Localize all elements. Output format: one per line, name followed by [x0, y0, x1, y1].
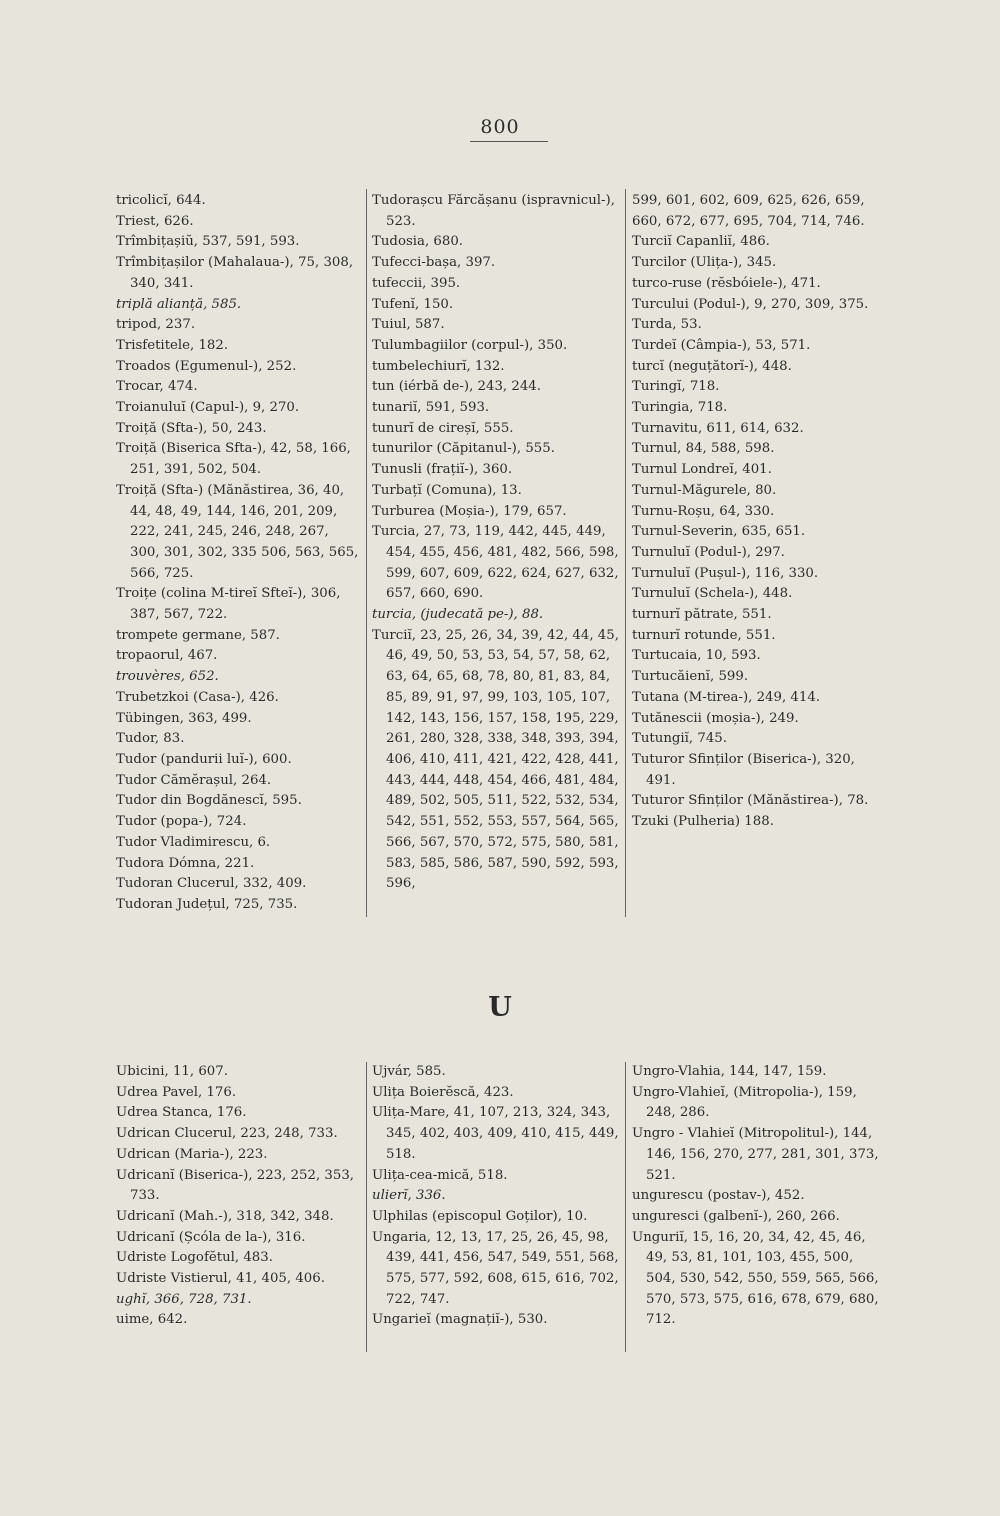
- index-entry: Tübingen, 363, 499.: [116, 710, 252, 726]
- index-entry: tunurilor (Căpitanul-), 555.: [372, 441, 555, 457]
- index-entry: Tudor (popa-), 724.: [116, 814, 247, 830]
- index-entry: trouvères, 652.: [116, 669, 219, 685]
- index-entry: Tudorașcu Fărcășanu (ispravnicul-), 523.: [372, 193, 615, 229]
- index-entry: Troițe (colina M-tireĭ Sfteĭ-), 306, 387, 567, 722.: [116, 586, 341, 623]
- index-entry: tricolicĭ, 644.: [116, 193, 206, 208]
- index-entry: Tudor Vladimirescu, 6.: [116, 834, 271, 850]
- index-entry: Ungarieĭ (magnațiĭ-), 530.: [372, 1312, 548, 1328]
- section-letter: U: [488, 992, 512, 1023]
- index-entry: Turtucăienĭ, 599.: [632, 669, 749, 685]
- index-entry: Turnuluĭ (Podul-), 297.: [632, 544, 785, 560]
- u-column-1: [116, 1062, 362, 1331]
- index-entry: ungurescu (postav-), 452.: [632, 1188, 805, 1204]
- index-entry: Tutungiĭ, 745.: [632, 731, 727, 747]
- column-divider: [625, 1062, 626, 1352]
- index-entry: turco-ruse (rĕsbóiele-), 471.: [632, 275, 821, 291]
- index-entry: Turnuluĭ (Pușul-), 116, 330.: [632, 565, 819, 581]
- index-entry: Trîmbițașilor (Mahalaua-), 75, 308, 340, 341.: [116, 255, 354, 291]
- column-divider: [625, 189, 626, 917]
- index-entry: Tudoran Județul, 725, 735.: [116, 896, 298, 912]
- index-entry: tunariĭ, 591, 593.: [372, 400, 490, 416]
- index-entry: 599, 601, 602, 609, 625, 626, 659, 660, 672, 677, 695, 704, 714, 746.: [632, 193, 865, 229]
- index-entry: Turnavitu, 611, 614, 632.: [632, 420, 804, 436]
- index-entry: Ulița Boierĕscă, 423.: [372, 1084, 514, 1100]
- index-entry: tunurĭ de cireșĭ, 555.: [372, 420, 514, 436]
- index-entry: Turnuluĭ (Schela-), 448.: [632, 586, 793, 602]
- index-entry: Udrea Pavel, 176.: [116, 1084, 237, 1100]
- index-entry: Turburea (Moșia-), 179, 657.: [372, 503, 567, 519]
- index-entry: Turingĭ, 718.: [632, 379, 720, 395]
- index-entry: Tutana (M-tirea-), 249, 414.: [632, 689, 821, 705]
- index-entry: Triest, 626.: [116, 213, 194, 229]
- index-entry: Ungaria, 12, 13, 17, 25, 26, 45, 98, 439, 441, 456, 547, 549, 551, 568, 575, 577, 592, 608, 615, 616, 702, 722, 747.: [372, 1229, 619, 1307]
- column-divider: [366, 189, 367, 917]
- index-entry: turnurĭ pătrate, 551.: [632, 607, 772, 623]
- index-entry: turcĭ (neguțătorĭ-), 448.: [632, 358, 792, 374]
- t-column-1: [116, 191, 362, 916]
- index-entry: Tulumbagiilor (corpul-), 350.: [372, 337, 568, 353]
- index-entry: Turnu-Roșu, 64, 330.: [632, 503, 775, 519]
- index-entry: Trîmbițașiŭ, 537, 591, 593.: [116, 234, 300, 250]
- index-entry: Tunusli (frațiĭ-), 360.: [372, 462, 513, 478]
- index-entry: Trisfetitele, 182.: [116, 337, 229, 353]
- index-entry: Tudoran Clucerul, 332, 409.: [116, 876, 307, 892]
- index-entry: Ulița-cea-mică, 518.: [372, 1167, 508, 1183]
- index-entry: Tudora Dómna, 221.: [116, 855, 255, 871]
- index-entry: Tufecci-bașa, 397.: [372, 255, 496, 271]
- index-entry: Turtucaia, 10, 593.: [632, 648, 761, 664]
- index-entry: ulierĭ, 336.: [372, 1188, 446, 1204]
- index-entry: Turcilor (Ulița-), 345.: [632, 255, 777, 271]
- u-column-2: [372, 1062, 622, 1331]
- index-entry: trompete germane, 587.: [116, 627, 280, 643]
- index-entry: Turda, 53.: [632, 317, 702, 333]
- index-entry: Ubicini, 11, 607.: [116, 1064, 228, 1079]
- index-entry: Troiță (Sfta-), 50, 243.: [116, 420, 267, 436]
- index-entry: Turbațĭ (Comuna), 13.: [372, 482, 522, 498]
- index-entry: tun (iérbă de-), 243, 244.: [372, 379, 541, 395]
- column-divider: [366, 1062, 367, 1352]
- index-entry: Turciĭ, 23, 25, 26, 34, 39, 42, 44, 45, 46, 49, 50, 53, 53, 54, 57, 58, 62, 63, 64, 65, 68, 78, 80, 81, 83, 84, 85, 89, 91, 97, 99, 103, 105, 107, 142, 143, 156, 157, 158, 195, 229, 261, 280, 328, 338, 348, 393, 394, 406, 410, 411, 421, 422, 428, 441, 443, 444, 448, 454, 466, 481, 484, 489, 502, 505, 511, 522, 532, 534, 542, 551, 552, 553, 557, 564, 565, 566, 567, 570, 572, 575, 580, 581, 583, 585, 586, 587, 590, 592, 593, 596,: [372, 627, 619, 892]
- u-column-3: [632, 1062, 882, 1331]
- index-entry: Turnul, 84, 588, 598.: [632, 441, 775, 457]
- index-entry: ughĭ, 366, 728, 731.: [116, 1291, 252, 1307]
- index-entry: Turingia, 718.: [632, 400, 728, 416]
- index-entry: Turcului (Podul-), 9, 270, 309, 375.: [632, 296, 869, 312]
- index-entry: Tudor din Bogdănescĭ, 595.: [116, 793, 302, 809]
- page-number: 800: [480, 116, 520, 138]
- index-entry: Ulphilas (episcopul Goților), 10.: [372, 1208, 588, 1224]
- index-entry: Tudor Cămĕrașul, 264.: [116, 772, 272, 788]
- index-entry: Troianuluĭ (Capul-), 9, 270.: [116, 400, 300, 416]
- index-entry: Udricanĭ (Biserica-), 223, 252, 353, 733.: [116, 1167, 355, 1204]
- index-entry: Udrea Stanca, 176.: [116, 1105, 247, 1121]
- index-entry: tufeccii, 395.: [372, 275, 461, 291]
- index-entry: Troados (Egumenul-), 252.: [116, 358, 297, 374]
- index-entry: Troiță (Biserica Sfta-), 42, 58, 166, 251, 391, 502, 504.: [116, 441, 351, 478]
- index-entry: Tutănescii (moșia-), 249.: [632, 710, 799, 726]
- index-entry: Ujvár, 585.: [372, 1064, 446, 1079]
- index-entry: tropaorul, 467.: [116, 648, 218, 664]
- index-entry: Ungro-Vlahieĭ, (Mitropolia-), 159, 248, 286.: [632, 1084, 857, 1121]
- index-entry: Tuiul, 587.: [372, 317, 445, 333]
- index-entry: Tudosia, 680.: [372, 234, 464, 250]
- index-entry: Unguriĭ, 15, 16, 20, 34, 42, 45, 46, 49, 53, 81, 101, 103, 455, 500, 504, 530, 542, 550, 559, 565, 566, 570, 573, 575, 616, 678, 679, 680, 712.: [632, 1229, 879, 1328]
- index-entry: Turnul-Severin, 635, 651.: [632, 524, 806, 540]
- index-entry: Udrican (Maria-), 223.: [116, 1146, 268, 1162]
- index-entry: Trubetzkoi (Casa-), 426.: [116, 689, 279, 705]
- index-entry: Udrican Clucerul, 223, 248, 733.: [116, 1126, 338, 1142]
- t-column-2: [372, 191, 622, 895]
- index-entry: Udricanĭ (Mah.-), 318, 342, 348.: [116, 1208, 334, 1224]
- index-entry: tripod, 237.: [116, 317, 196, 333]
- index-entry: Tudor (pandurii luĭ-), 600.: [116, 751, 292, 767]
- index-entry: Udriste Logofĕtul, 483.: [116, 1250, 273, 1266]
- index-entry: unguresci (galbenĭ-), 260, 266.: [632, 1208, 840, 1224]
- index-entry: Tzuki (Pulheria) 188.: [632, 814, 774, 830]
- index-entry: Udricanĭ (Șcóla de la-), 316.: [116, 1229, 306, 1245]
- header-rule: [470, 141, 548, 142]
- index-entry: Turdeĭ (Câmpia-), 53, 571.: [632, 337, 811, 353]
- index-entry: tumbelechiurĭ, 132.: [372, 358, 505, 374]
- index-entry: Turnul Londreĭ, 401.: [632, 462, 772, 478]
- index-entry: Tuturor Sfinților (Mănăstirea-), 78.: [632, 793, 869, 809]
- index-entry: Tufenĭ, 150.: [372, 296, 454, 312]
- index-entry: Ulița-Mare, 41, 107, 213, 324, 343, 345, 402, 403, 409, 410, 415, 449, 518.: [372, 1105, 619, 1162]
- index-entry: turnurĭ rotunde, 551.: [632, 627, 776, 643]
- index-entry: Ungro - Vlahieĭ (Mitropolitul-), 144, 146, 156, 270, 277, 281, 301, 373, 521.: [632, 1126, 879, 1183]
- index-entry: Ungro-Vlahia, 144, 147, 159.: [632, 1064, 827, 1079]
- t-column-3: [632, 191, 882, 833]
- index-entry: Trocar, 474.: [116, 379, 198, 395]
- index-entry: Troiță (Sfta-) (Mănăstirea, 36, 40, 44, 48, 49, 144, 146, 201, 209, 222, 241, 245, 246, 248, 267, 300, 301, 302, 335 506, 563, 565, 566, 725.: [116, 482, 359, 581]
- index-entry: Turcia, 27, 73, 119, 442, 445, 449, 454, 455, 456, 481, 482, 566, 598, 599, 607, 609, 622, 624, 627, 632, 657, 660, 690.: [372, 524, 619, 602]
- index-entry: Turciĭ Capanliĭ, 486.: [632, 234, 770, 250]
- index-entry: uime, 642.: [116, 1312, 188, 1328]
- index-entry: turcia, (judecată pe-), 88.: [372, 607, 544, 623]
- index-entry: Tudor, 83.: [116, 731, 185, 747]
- index-entry: triplă alianță, 585.: [116, 296, 242, 312]
- index-entry: Turnul-Măgurele, 80.: [632, 482, 777, 498]
- index-entry: Udriste Vistierul, 41, 405, 406.: [116, 1271, 325, 1287]
- index-entry: Tuturor Sfinților (Biserica-), 320, 491.: [632, 751, 855, 788]
